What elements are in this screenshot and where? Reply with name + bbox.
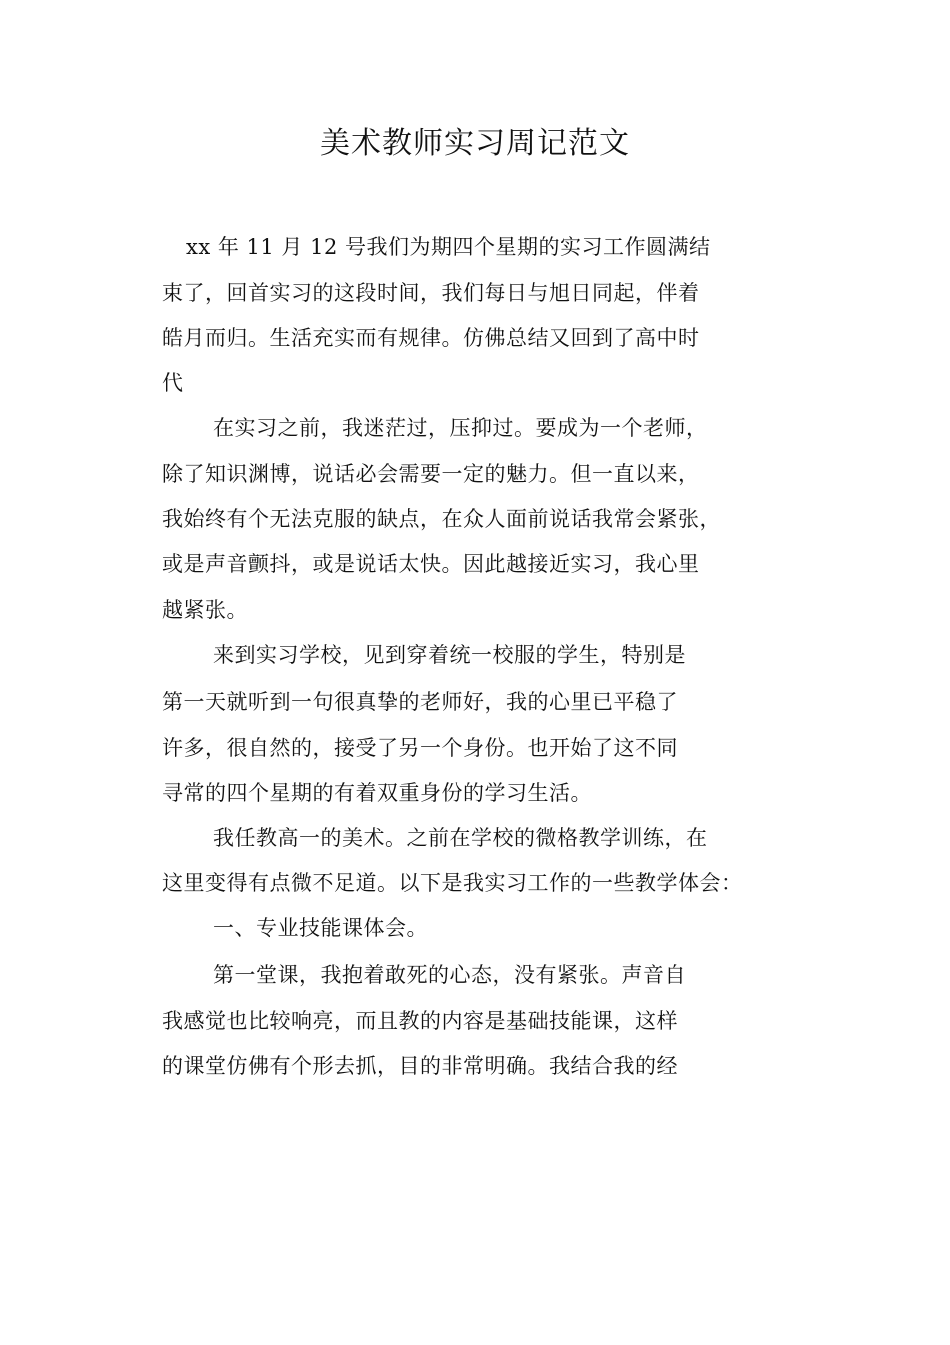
- paragraph-line: 或是声音颤抖，或是说话太快。因此越接近实习，我心里: [162, 552, 700, 576]
- paragraph-line: 这里变得有点微不足道。以下是我实习工作的一些教学体会：: [162, 871, 743, 895]
- paragraph-line: 许多，很自然的，接受了另一个身份。也开始了这不同: [162, 736, 678, 760]
- paragraph-line: 皓月而归。生活充实而有规律。仿佛总结又回到了高中时: [162, 326, 700, 350]
- paragraph-line: 在实习之前，我迷茫过，压抑过。要成为一个老师，: [213, 416, 708, 440]
- paragraph-line: 代: [162, 371, 184, 395]
- paragraph-line: 第一天就听到一句很真挚的老师好，我的心里已平稳了: [162, 690, 678, 714]
- paragraph-line: 越紧张。: [162, 598, 248, 622]
- paragraph-line: 来到实习学校，见到穿着统一校服的学生，特别是: [213, 643, 686, 667]
- paragraph-line: 我感觉也比较响亮，而且教的内容是基础技能课，这样: [162, 1009, 678, 1033]
- paragraph-line: 除了知识渊博，说话必会需要一定的魅力。但一直以来，: [162, 462, 700, 486]
- paragraph-line: 第一堂课，我抱着敢死的心态，没有紧张。声音自: [213, 963, 686, 987]
- paragraph-line: 我任教高一的美术。之前在学校的微格教学训练，在: [213, 826, 708, 850]
- document-title: 美术教师实习周记范文: [320, 126, 630, 161]
- paragraph-line: xx 年 11 月 12 号我们为期四个星期的实习工作圆满结: [186, 235, 711, 259]
- section-heading: 一、专业技能课体会。: [213, 916, 428, 940]
- paragraph-line: 束了，回首实习的这段时间，我们每日与旭日同起，伴着: [162, 281, 700, 305]
- paragraph-line: 的课堂仿佛有个形去抓，目的非常明确。我结合我的经: [162, 1054, 678, 1078]
- paragraph-line: 我始终有个无法克服的缺点，在众人面前说话我常会紧张，: [162, 507, 721, 531]
- paragraph-line: 寻常的四个星期的有着双重身份的学习生活。: [162, 781, 592, 805]
